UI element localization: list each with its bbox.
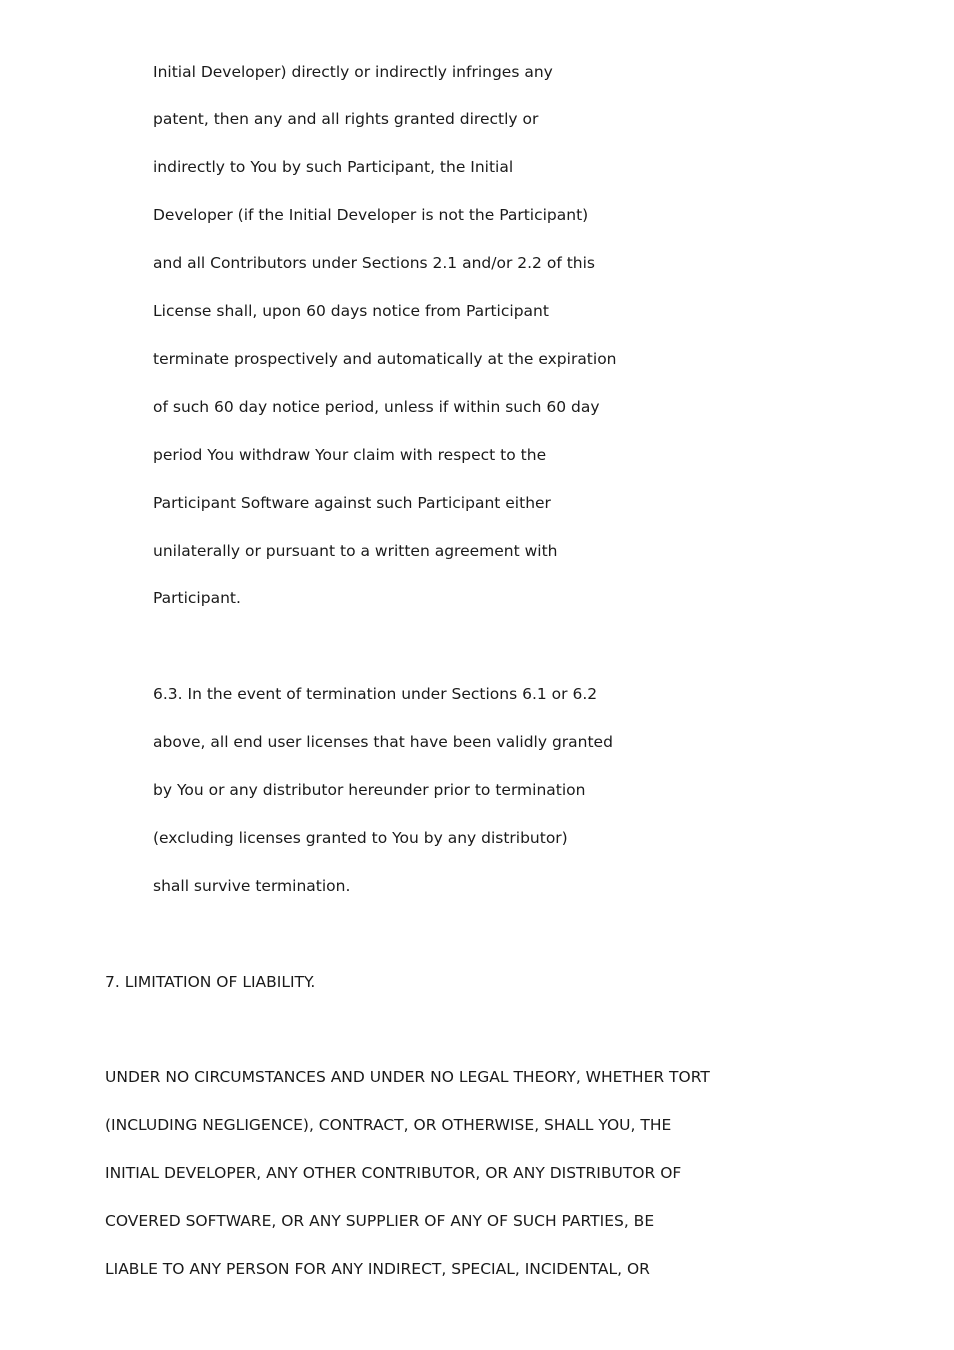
para1-line: Participant Software against such Participant either <box>153 494 551 512</box>
para1-line: Developer (if the Initial Developer is not the Participant) <box>153 206 589 224</box>
para1-line: indirectly to You by such Participant, the Initial <box>153 158 514 176</box>
para2-line: above, all end user licenses that have been validly granted <box>153 733 613 751</box>
para3-line: LIABLE TO ANY PERSON FOR ANY INDIRECT, SPECIAL, INCIDENTAL, OR <box>105 1260 650 1278</box>
para1-line: period You withdraw Your claim with respect to the <box>153 446 547 464</box>
para1-line: of such 60 day notice period, unless if within such 60 day <box>153 398 600 416</box>
para2-line: shall survive termination. <box>153 877 351 895</box>
para1-line: Initial Developer) directly or indirectly infringes any <box>153 63 553 81</box>
para3-line: (INCLUDING NEGLIGENCE), CONTRACT, OR OTHERWISE, SHALL YOU, THE <box>105 1116 672 1134</box>
para1-line: terminate prospectively and automatically at the expiration <box>153 350 617 368</box>
para1-line: License shall, upon 60 days notice from Participant <box>153 302 549 320</box>
para1-line: Participant. <box>153 589 241 607</box>
para3-line: INITIAL DEVELOPER, ANY OTHER CONTRIBUTOR, OR ANY DISTRIBUTOR OF <box>105 1164 682 1182</box>
para1-line: patent, then any and all rights granted directly or <box>153 110 539 128</box>
section-heading: 7. LIMITATION OF LIABILITY. <box>105 973 316 991</box>
para3-line: UNDER NO CIRCUMSTANCES AND UNDER NO LEGAL THEORY, WHETHER TORT <box>105 1068 710 1086</box>
para2-line: 6.3. In the event of termination under Sections 6.1 or 6.2 <box>153 685 598 703</box>
para2-line: (excluding licenses granted to You by any distributor) <box>153 829 568 847</box>
para1-line: unilaterally or pursuant to a written agreement with <box>153 542 558 560</box>
para1-line: and all Contributors under Sections 2.1 and/or 2.2 of this <box>153 254 595 272</box>
para3-line: COVERED SOFTWARE, OR ANY SUPPLIER OF ANY OF SUCH PARTIES, BE <box>105 1212 655 1230</box>
para2-line: by You or any distributor hereunder prior to termination <box>153 781 586 799</box>
